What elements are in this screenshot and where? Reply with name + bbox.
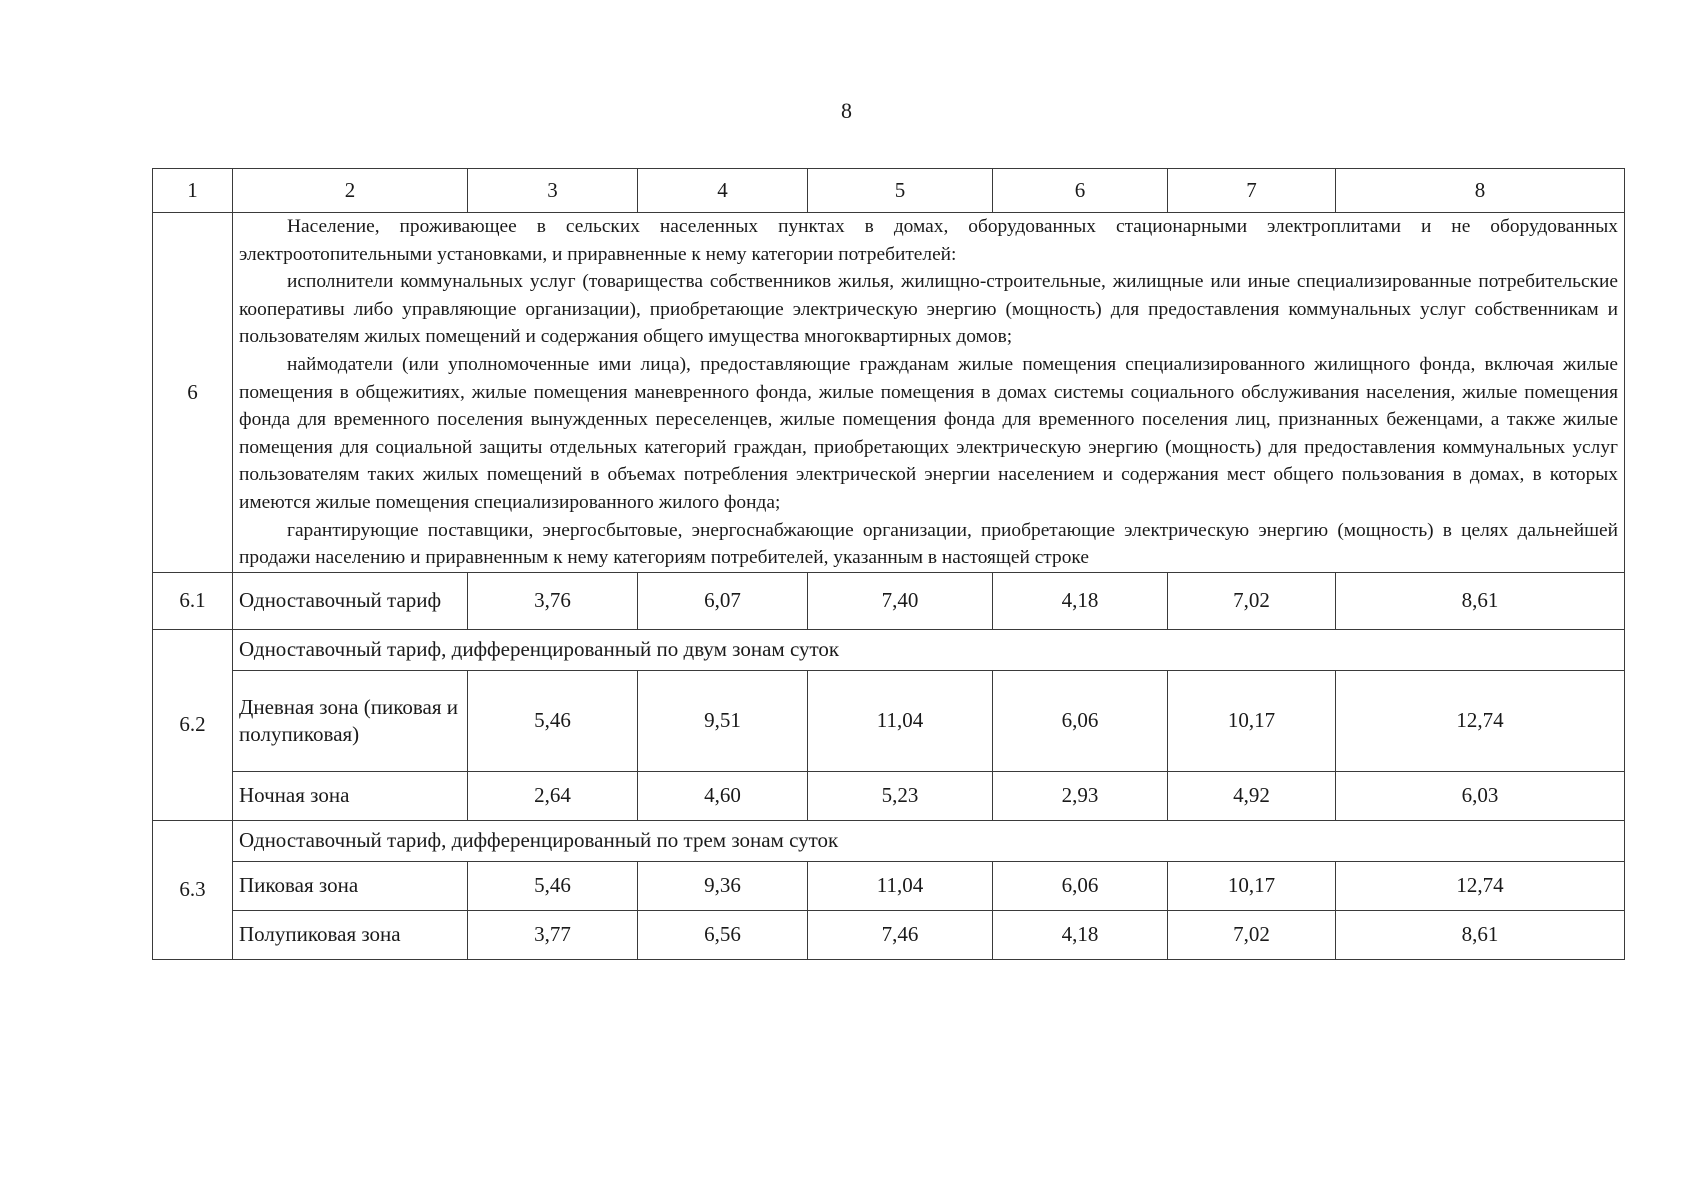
tariff-value: 3,76 [468,572,638,629]
tariff-value: 11,04 [808,670,993,771]
tariff-value: 9,36 [638,861,808,910]
tariff-value: 6,06 [993,670,1168,771]
tariff-value: 12,74 [1336,861,1625,910]
tariff-value: 7,02 [1168,572,1336,629]
description-paragraph: Население, проживающее в сельских населенных пунктах в домах, оборудованных стационарными электроплитами и не оборудованных электроотопительными установками, и приравненные к нему категории потребителей: [239,216,1618,265]
row-6-3-half-peak [153,910,1625,959]
tariff-value: 9,51 [638,670,808,771]
tariff-value: 5,46 [468,670,638,771]
tariff-value: 5,23 [808,771,993,820]
tariff-value: 7,46 [808,910,993,959]
header-row [153,169,1625,213]
tariff-label: Одноставочный тариф [233,572,468,629]
header-cell: 8 [1336,169,1625,213]
tariff-value: 4,18 [993,572,1168,629]
tariff-label: Ночная зона [233,771,468,820]
tariff-value: 12,74 [1336,670,1625,771]
tariff-label: Пиковая зона [233,861,468,910]
section-6-row [153,213,1625,573]
tariff-value: 4,92 [1168,771,1336,820]
header-cell: 1 [153,169,233,213]
tariff-value: 10,17 [1168,670,1336,771]
tariff-label: Дневная зона (пиковая и полупиковая) [233,670,468,771]
row-6-2-heading [153,629,1625,670]
header-cell: 2 [233,169,468,213]
row-6-2-night [153,771,1625,820]
header-cell: 3 [468,169,638,213]
section-description [233,213,1625,573]
row-number: 6.3 [153,820,233,959]
description-paragraph: гарантирующие поставщики, энергосбытовые, энергоснабжающие организации, приобретающие электрическую энергию (мощность) в целях дальнейшей продажи населению и приравненным к нему категориям потребителей, указанным в настоящей строке [239,519,1618,569]
tariff-value: 4,18 [993,910,1168,959]
row-6-2-day [153,670,1625,771]
tariff-value: 7,40 [808,572,993,629]
tariff-value: 11,04 [808,861,993,910]
tariff-value: 6,56 [638,910,808,959]
tariff-value: 6,07 [638,572,808,629]
row-6-1 [153,572,1625,629]
subsection-heading: Одноставочный тариф, дифференцированный по двум зонам суток [233,629,1625,670]
tariff-value: 5,46 [468,861,638,910]
row-6-3-peak [153,861,1625,910]
tariff-value: 3,77 [468,910,638,959]
tariff-value: 7,02 [1168,910,1336,959]
row-number: 6.2 [153,629,233,820]
description-paragraph: наймодатели (или уполномоченные ими лица), предоставляющие гражданам жилые помещения специализированного жилищного фонда, включая жилые помещения в общежитиях, жилые помещения маневренного фонда, жилые помещения в домах системы социального обслуживания населения, жилые помещения фонда для временного поселения вынужденных переселенцев, жилые помещения фонда для временного поселения лиц, признанных беженцами, а также жилые помещения для социальной защиты отдельных категорий граждан, приобретающих электрическую энергию (мощность) для предоставления коммунальных услуг пользователям таких жилых помещений в объемах потребления электрической энергии населением и содержания мест общего пользования в домах, в которых имеются жилые помещения специализированного жилого фонда; [239,353,1618,513]
tariff-label: Полупиковая зона [233,910,468,959]
description-paragraph: исполнители коммунальных услуг (товарищества собственников жилья, жилищно-строительные, жилищные или иные специализированные потребительские кооперативы либо управляющие организации), приобретающие электрическую энергию (мощность) для предоставления коммунальных услуг собственникам и пользователям жилых помещений и содержания общего имущества многоквартирных домов; [239,271,1618,348]
subsection-heading: Одноставочный тариф, дифференцированный по трем зонам суток [233,820,1625,861]
page-number: 8 [841,98,852,123]
header-cell: 7 [1168,169,1336,213]
tariff-value: 4,60 [638,771,808,820]
header-cell: 5 [808,169,993,213]
header-cell: 4 [638,169,808,213]
row-number: 6.1 [153,572,233,629]
tariff-value: 10,17 [1168,861,1336,910]
tariff-value: 2,93 [993,771,1168,820]
tariff-value: 2,64 [468,771,638,820]
tariff-value: 8,61 [1336,910,1625,959]
tariff-value: 6,03 [1336,771,1625,820]
header-cell: 6 [993,169,1168,213]
tariff-table [152,168,1625,960]
tariff-value: 6,06 [993,861,1168,910]
row-6-3-heading [153,820,1625,861]
tariff-value: 8,61 [1336,572,1625,629]
row-number: 6 [153,213,233,573]
